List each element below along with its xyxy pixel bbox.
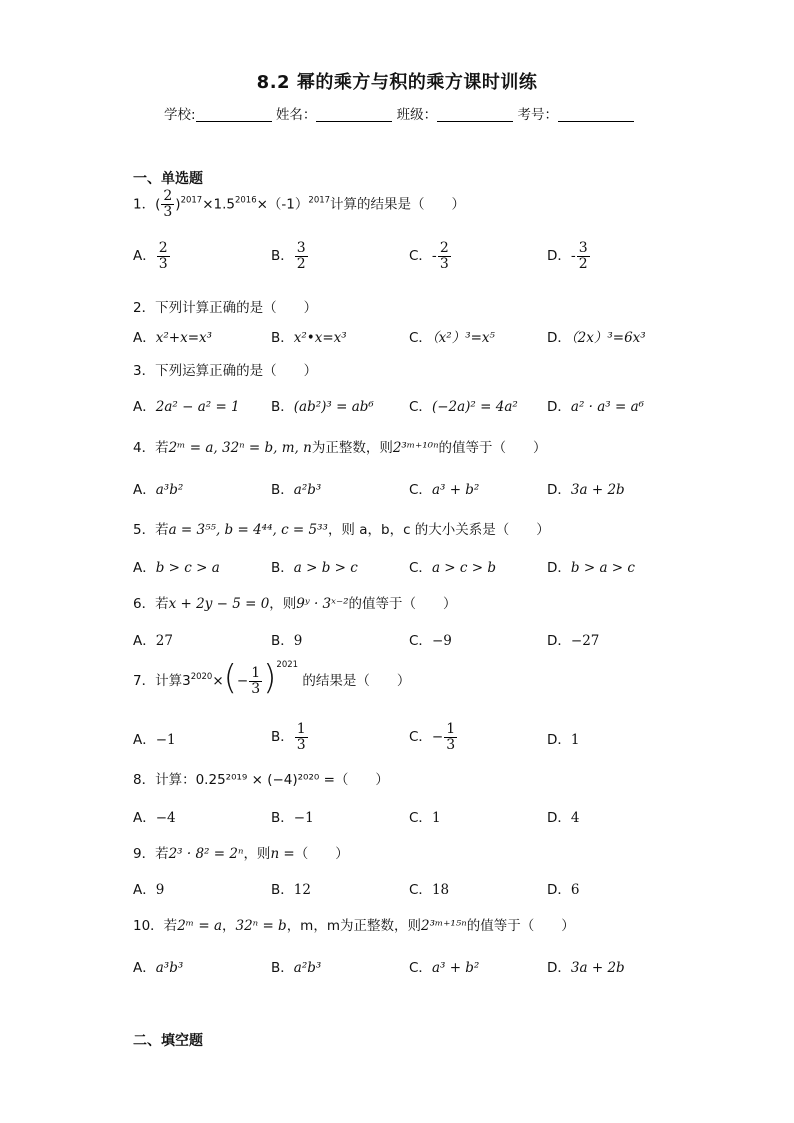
option-b[interactable]: B．12 [271,882,311,898]
question-2-stem: 2．下列计算正确的是（ ） [133,300,318,316]
option-c[interactable]: C．18 [409,882,450,898]
option-d[interactable]: D．- $\frac{3}{2}$ [547,240,588,272]
option-a[interactable]: A．27 [133,633,173,649]
number-blank[interactable] [558,107,634,122]
question-4-options [133,478,693,508]
option-d[interactable]: D．4 [547,810,580,826]
option-b[interactable]: B．x²•x=x³ [271,330,347,346]
option-b[interactable]: B．(ab²)³ = ab⁶ [271,399,374,415]
name-label: 姓名： [275,107,317,123]
q1-prefix: 1．( [133,196,161,213]
option-d[interactable]: D．a² · a³ = a⁶ [547,399,645,415]
question-7-options [133,722,693,752]
question-7-stem: 7．计算$3^{2020}\times(-$ $\frac{1}{3}$ )$^{2021}$ 的结果是（ ） [133,658,411,698]
option-c[interactable]: C．a > c > b [409,560,496,576]
option-c[interactable]: C．a³ + b² [409,482,480,498]
option-d[interactable]: D．1 [547,732,580,748]
name-blank[interactable] [316,107,392,122]
option-b[interactable]: B． $\frac{3}{2}$ [271,240,306,272]
option-a[interactable]: A．−4 [133,810,176,826]
question-5-stem: 5．若a = 3⁵⁵, b = 4⁴⁴, c = 5³³，则 a，b，c 的大小关系是（ ） [133,522,550,538]
option-b[interactable]: B．−1 [271,810,314,826]
question-1-options [133,241,693,271]
question-2-options [133,326,693,356]
question-6-stem: 6．若x + 2y − 5 = 0，则9ʸ · 3ˣ⁻²的值等于（ ） [133,596,457,612]
question-3-stem: 3．下列运算正确的是（ ） [133,363,318,379]
question-1-stem: 1．( $\frac{2}{3}$ )$^{2017}\times 1.5^{2016}\times(-1)^{2017}$计算的结果是（ ） [133,188,466,220]
class-label: 班级： [396,107,438,123]
option-a[interactable]: A．x²+x=x³ [133,330,213,346]
question-4-stem: 4．若2ᵐ = a, 32ⁿ = b, m, n为正整数，则2³ᵐ⁺¹⁰ⁿ的值等于（ ） [133,440,547,456]
option-b[interactable]: B．9 [271,633,303,649]
q1-fraction: $\frac{2}{3}$ [163,188,173,220]
question-9-stem: 9．若2³ · 8² = 2ⁿ，则n =（ ） [133,846,349,862]
option-c[interactable]: C．− $\frac{1}{3}$ [409,721,456,753]
section-heading-fill-in: 二、填空题 [133,1033,203,1049]
question-9-options [133,878,693,908]
option-d[interactable]: D．−27 [547,633,600,649]
option-c[interactable]: C．1 [409,810,441,826]
option-b[interactable]: B．a > b > c [271,560,358,576]
question-3-options [133,395,693,425]
student-info-line [164,103,634,123]
option-c[interactable]: C．a³ + b² [409,960,480,976]
option-d[interactable]: D．（2x）³=6x³ [547,330,646,346]
option-c[interactable]: C．−9 [409,633,452,649]
option-d[interactable]: D．3a + 2b [547,960,625,976]
option-a[interactable]: A． $\frac{2}{3}$ [133,240,168,272]
option-b[interactable]: B．a²b³ [271,482,322,498]
page-title: 8.2 幂的乘方与积的乘方课时训练 [256,72,538,93]
question-10-stem: 10．若2ᵐ = a，32ⁿ = b，m，m为正整数，则2³ᵐ⁺¹⁵ⁿ的值等于（ ） [133,918,575,934]
option-c[interactable]: C．（x²）³=x⁵ [409,330,495,346]
option-c[interactable]: C．- $\frac{2}{3}$ [409,240,449,272]
option-a[interactable]: A．a³b² [133,482,184,498]
option-a[interactable]: A．2a² − a² = 1 [133,399,240,415]
option-a[interactable]: A．9 [133,882,165,898]
question-8-stem: 8．计算：0.25²⁰¹⁹ × (−4)²⁰²⁰ =（ ） [133,772,389,788]
option-d[interactable]: D．b > a > c [547,560,635,576]
school-label: 学校: [164,107,196,123]
question-5-options [133,556,693,586]
option-a[interactable]: A．a³b³ [133,960,184,976]
option-c[interactable]: C．(−2a)² = 4a² [409,399,518,415]
section-heading-single-choice: 一、单选题 [133,171,203,187]
class-blank[interactable] [437,107,513,122]
option-d[interactable]: D．3a + 2b [547,482,625,498]
school-blank[interactable] [196,107,272,122]
option-a[interactable]: A．−1 [133,732,176,748]
option-d[interactable]: D．6 [547,882,580,898]
question-6-options [133,629,693,659]
option-b[interactable]: B．a²b³ [271,960,322,976]
question-10-options [133,956,693,986]
option-a[interactable]: A．b > c > a [133,560,220,576]
question-8-options [133,806,693,836]
option-b[interactable]: B． $\frac{1}{3}$ [271,721,306,753]
number-label: 考号： [517,107,558,123]
